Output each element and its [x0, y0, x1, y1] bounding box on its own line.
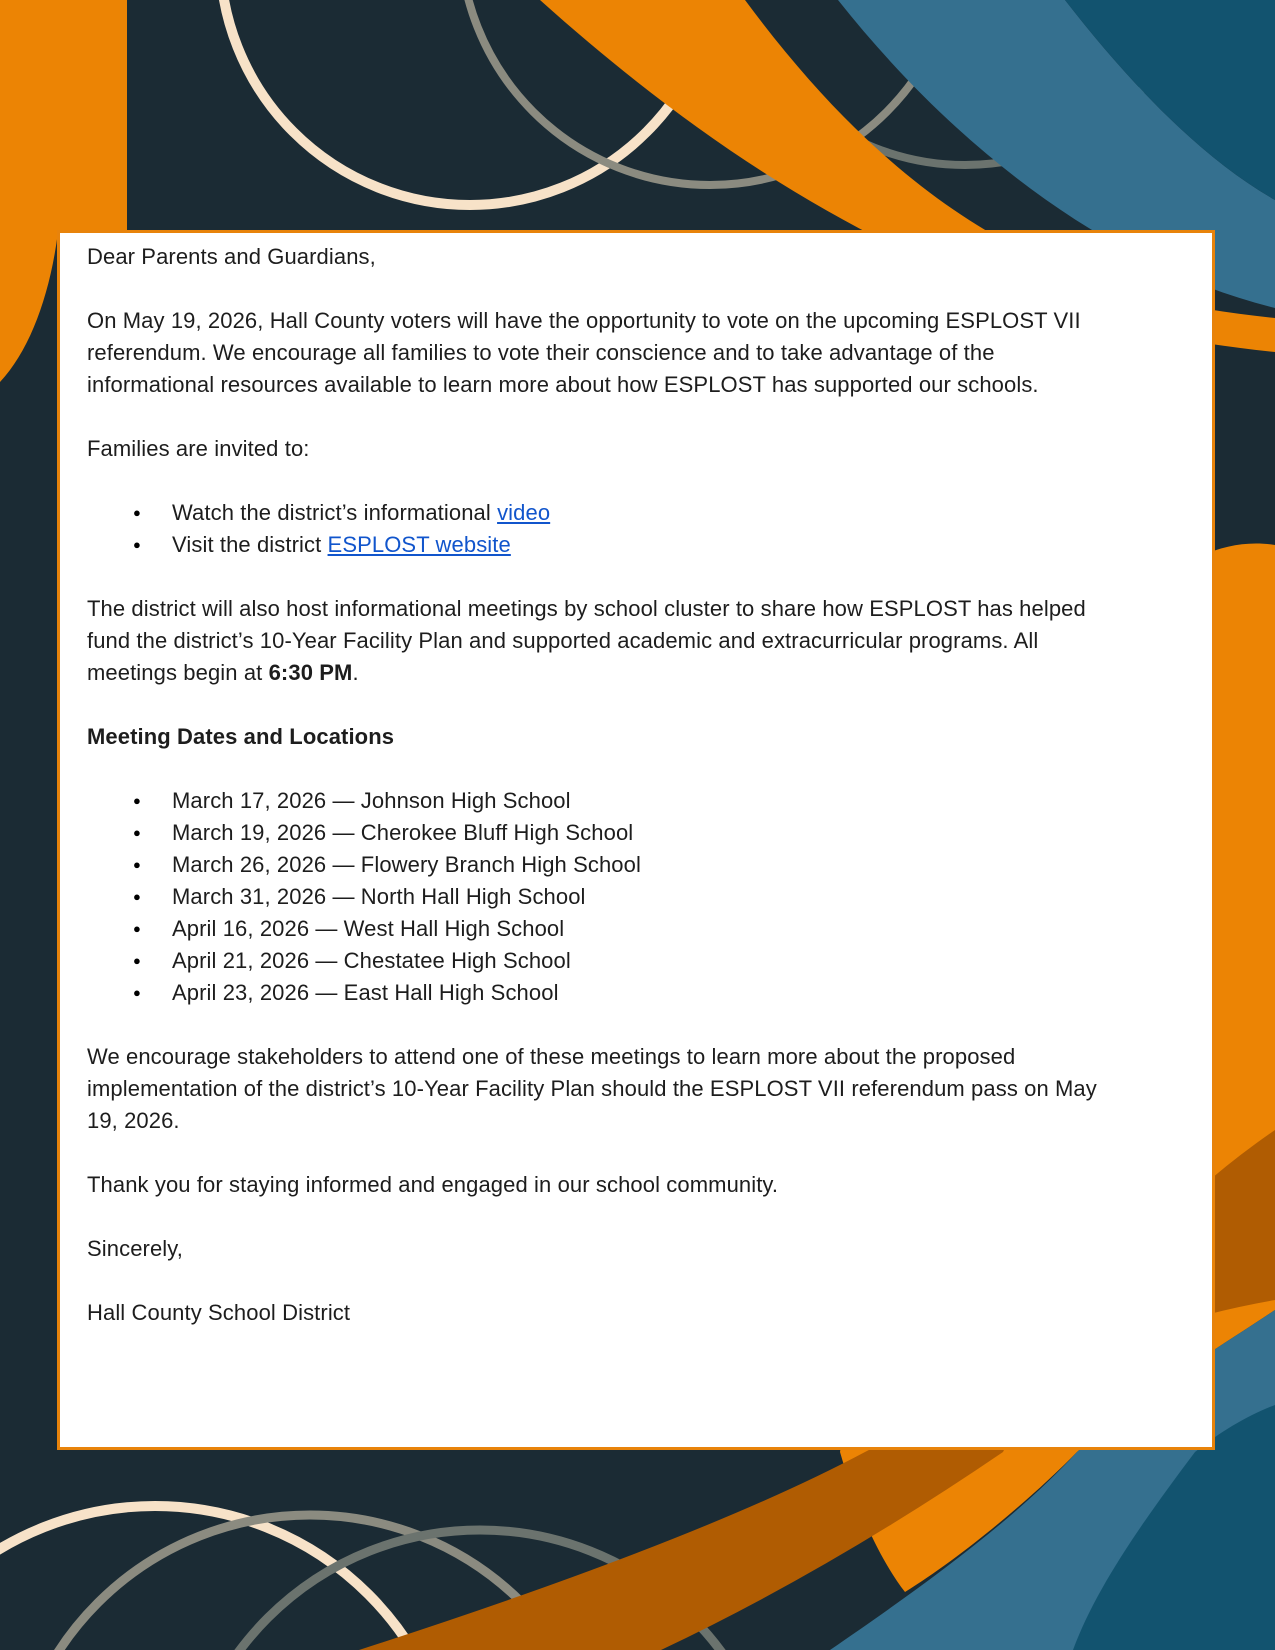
signature: Hall County School District — [87, 1300, 351, 1325]
meetings-info-paragraph — [87, 593, 1122, 689]
meeting-dates-list — [87, 785, 1207, 1009]
resource-text: Visit the district — [172, 532, 328, 557]
signoff: Sincerely, — [87, 1236, 183, 1261]
salutation: Dear Parents and Guardians, — [87, 244, 376, 269]
meeting-date-item: ● March 26, 2026 — Flowery Branch High School — [172, 849, 1207, 881]
video-link[interactable]: video — [497, 500, 551, 525]
resource-list-item — [172, 529, 1207, 561]
section-heading: Meeting Dates and Locations — [87, 724, 395, 749]
families-invited-line: Families are invited to: — [87, 436, 310, 461]
meeting-date-item: ● April 21, 2026 — Chestatee High School — [172, 945, 1207, 977]
meeting-date-item: ● March 31, 2026 — North Hall High School — [172, 881, 1207, 913]
esplost-website-link[interactable]: ESPLOST website — [327, 532, 511, 557]
resources-list — [87, 497, 1207, 561]
resource-text: Watch the district’s informational — [172, 500, 498, 525]
meeting-date-item: ● April 16, 2026 — West Hall High School — [172, 913, 1207, 945]
closing-paragraph: We encourage stakeholders to attend one of these meetings to learn more about the proposed implementation of the district’s 10-Year Facility Plan should the ESPLOST VII referendum pass on May 19, 2026. — [87, 1044, 1097, 1133]
resource-list-item — [172, 497, 1207, 529]
meetings-info-period: . — [352, 660, 359, 685]
intro-paragraph: On May 19, 2026, Hall County voters will have the opportunity to vote on the upcoming ESPLOST VII referendum. We encourage all families to vote their conscience and to take advantage of the informational resources available to learn more about how ESPLOST has supported our schools. — [87, 308, 1081, 397]
meeting-time: 6:30 PM — [268, 660, 353, 685]
meeting-date-item: ● April 23, 2026 — East Hall High School — [172, 977, 1207, 1009]
meetings-info-text: The district will also host informational meetings by school cluster to share how ESPLOST has helped fund the district’s 10-Year Facility Plan and supported academic and extracurricular programs. All meetings begin at — [87, 596, 1086, 685]
meeting-date-item: ● March 19, 2026 — Cherokee Bluff High School — [172, 817, 1207, 849]
letter-card — [57, 230, 1215, 1450]
thanks-line: Thank you for staying informed and engaged in our school community. — [87, 1172, 779, 1197]
meeting-date-item: ● March 17, 2026 — Johnson High School — [172, 785, 1207, 817]
